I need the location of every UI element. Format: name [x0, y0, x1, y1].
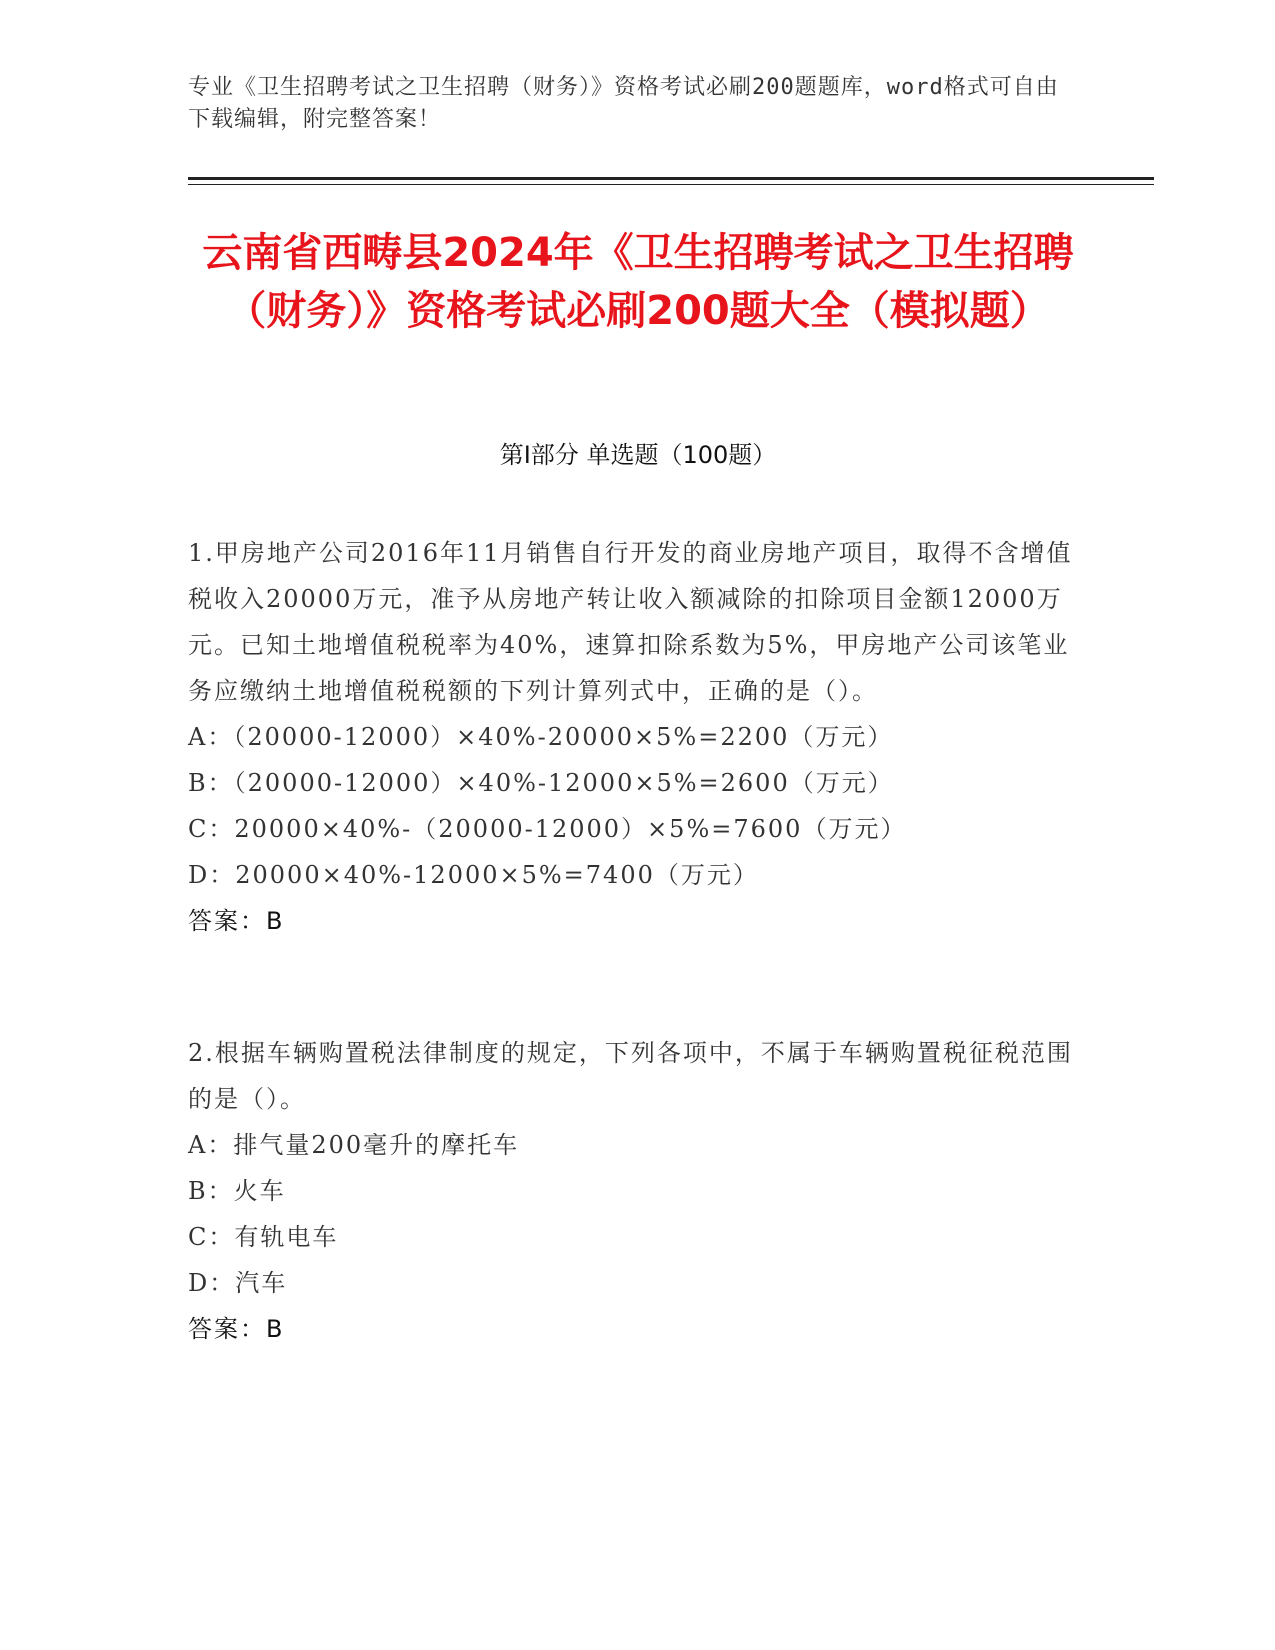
option-b: B：火车	[188, 1177, 286, 1205]
answer: 答案：B	[188, 1315, 285, 1343]
option-a: A：（20000-12000）×40%-20000×5%=2200（万元）	[188, 723, 894, 751]
option-d: D：20000×40%-12000×5%=7400（万元）	[188, 861, 759, 889]
question-2	[188, 1030, 1078, 1352]
option-c: C：有轨电车	[188, 1223, 339, 1251]
question-1	[188, 530, 1078, 944]
answer: 答案：B	[188, 907, 285, 935]
section-title: 第I部分 单选题（100题）	[499, 441, 777, 469]
header-rule-thick	[188, 177, 1154, 180]
header-rule-thin	[188, 184, 1154, 185]
question-stem: 2.根据车辆购置税法律制度的规定，下列各项中，不属于车辆购置税征税范围的是（）。	[188, 1039, 1073, 1113]
document-title: 云南省西畴县2024年《卫生招聘考试之卫生招聘（财务）》资格考试必刷200题大全（模拟题）	[202, 230, 1074, 334]
header-note: 专业《卫生招聘考试之卫生招聘（财务）》资格考试必刷200题题库，word格式可自由下载编辑，附完整答案！	[188, 75, 1059, 132]
option-b: B：（20000-12000）×40%-12000×5%=2600（万元）	[188, 769, 894, 797]
question-stem: 1.甲房地产公司2016年11月销售自行开发的商业房地产项目，取得不含增值税收入20000万元，准予从房地产转让收入额减除的扣除项目金额12000万元。已知土地增值税税率为40%，速算扣除系数为5%，甲房地产公司该笔业务应缴纳土地增值税税额的下列计算列式中，正确的是（）。	[188, 539, 1073, 705]
option-d: D：汽车	[188, 1269, 288, 1297]
option-c: C：20000×40%-（20000-12000）×5%=7600（万元）	[188, 815, 907, 843]
option-a: A：排气量200毫升的摩托车	[188, 1131, 520, 1159]
